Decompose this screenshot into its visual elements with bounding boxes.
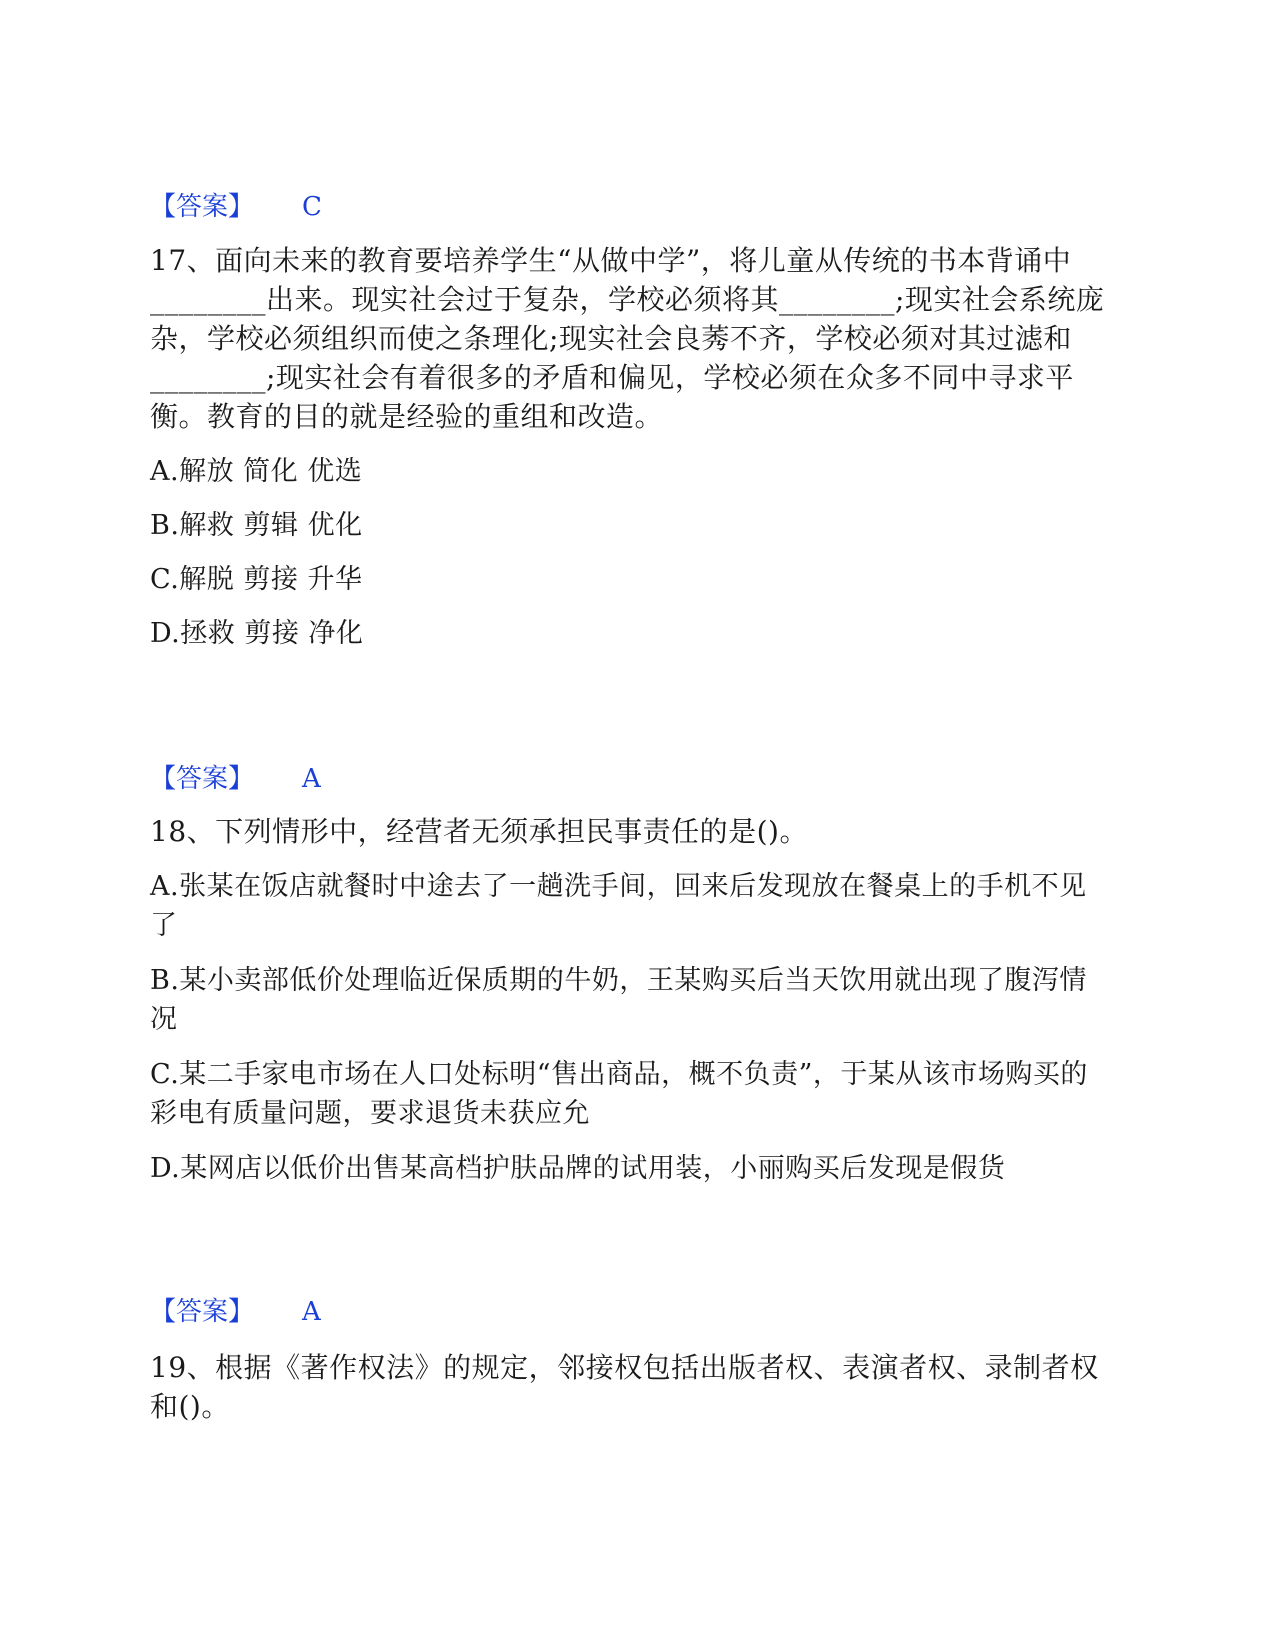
question-17-option-a: A.解放 简化 优选: [150, 456, 363, 487]
answer-value: A: [302, 764, 321, 794]
answer-line-q16: [150, 190, 322, 224]
answer-value: A: [302, 1297, 321, 1327]
question-18-option-b: B.某小卖部低价处理临近保质期的牛奶，王某购买后当天饮用就出现了腹泻情况: [150, 965, 1087, 1035]
question-19-text: 19、根据《著作权法》的规定，邻接权包括出版者权、表演者权、录制者权和()。: [150, 1351, 1099, 1423]
answer-tag: 【答案】: [150, 1297, 255, 1327]
question-18-option-d: D.某网店以低价出售某高档护肤品牌的试用装，小丽购买后发现是假货: [150, 1153, 1006, 1184]
answer-line-q17: [150, 762, 321, 796]
question-17-option-d: D.拯救 剪接 净化: [150, 618, 364, 649]
answer-value: C: [302, 192, 322, 222]
answer-line-q18: [150, 1295, 321, 1329]
question-18-text: 18、下列情形中，经营者无须承担民事责任的是()。: [150, 815, 808, 848]
question-17-option-c: C.解脱 剪接 升华: [150, 564, 363, 595]
question-18-option-c: C.某二手家电市场在人口处标明“售出商品，概不负责”，于某从该市场购买的彩电有质量问题，要求退货未获应允: [150, 1059, 1088, 1129]
question-17-text: 17、面向未来的教育要培养学生“从做中学”，将儿童从传统的书本背诵中________出来。现实社会过于复杂，学校必须将其________;现实社会系统庞杂，学校必须组织而使之条理化;现实社会良莠不齐，学校必须对其过滤和________;现实社会有着很多的矛盾和偏见，学校必须在众多不同中寻求平衡。教育的目的就是经验的重组和改造。: [150, 244, 1105, 433]
question-17-option-b: B.解救 剪辑 优化: [150, 510, 363, 541]
answer-tag: 【答案】: [150, 764, 255, 794]
answer-tag: 【答案】: [150, 192, 255, 222]
question-18-option-a: A.张某在饭店就餐时中途去了一趟洗手间，回来后发现放在餐桌上的手机不见了: [150, 871, 1087, 941]
